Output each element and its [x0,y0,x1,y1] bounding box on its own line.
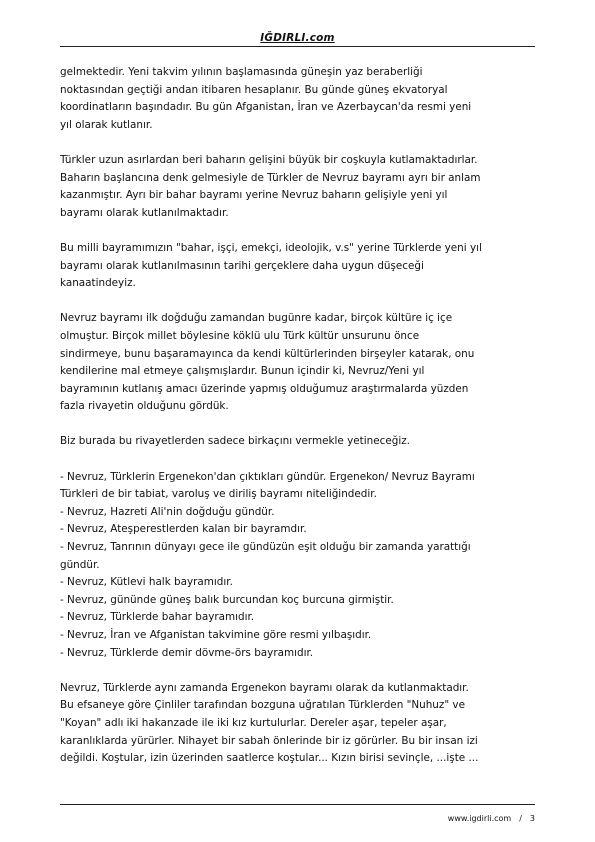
text-line: bayramı olarak kutlanılmaktadır. [60,206,229,219]
text-line: kazanmıştır. Ayrı bir bahar bayramı yerine Nevruz baharın gelişiyle yeni yıl [60,189,448,202]
text-line: karanlıklarda yürürler. Nihayet bir sabah önlerinde bir iz görürler. Bu bir insan izi [60,734,478,747]
text-line: yıl olarak kutlanır. [60,118,153,131]
text-line: fazla rivayetin olduğunu gördük. [60,400,229,413]
text-line: Nevruz bayramı ilk doğduğu zamandan bugünre kadar, birçok kültüre iç içe [60,312,453,325]
text-line: değildi. Koştular, izin üzerinden saatlerce koştular... Kızın birisi sevinçle, ...işte ... [60,752,479,765]
page-footer [60,804,535,823]
paragraph [60,152,550,222]
text-line: - Nevruz, gününde güneş balık burcundan koç burcuna girmiştir. [60,593,394,606]
text-line: - Nevruz, Ateşperestlerden kalan bir bayramdır. [60,523,307,536]
paragraph [60,310,550,416]
text-line: sindirmeye, bunu başaramayınca da kendi kültürlerinden birşeyler katarak, onu [60,347,475,360]
text-line: - Nevruz, Tanrının dünyayı gece ile gündüzün eşit olduğu bir zamanda yarattığı [60,541,471,554]
site-title[interactable]: IĞDIRLI.com [260,32,335,44]
text-line: bayramı olarak kutlanılmasının tarihi gerçeklere daha uygun düşeceği [60,259,424,272]
page-number: 3 [529,814,535,823]
text-line: noktasından geçtiği andan itibaren hesaplanır. Bu günde güneş ekvatoryal [60,83,448,96]
document-body [60,64,550,785]
text-line: kanaatindeyiz. [60,277,136,290]
footer-separator: / [519,814,522,823]
text-line: - Nevruz, Kütlevi halk bayramıdır. [60,576,233,589]
text-line: gündür. [60,558,100,571]
text-line: Bu efsaneye göre Çinliler tarafından bozguna uğratılan Türklerden "Nuhuz" ve [60,699,465,712]
text-line: kendilerine mal etmeye çalışmışlardır. Bunun içindir ki, Nevruz/Yeni yıl [60,365,425,378]
text-line: "Koyan" adlı iki hakanzade ile iki kız kurtulurlar. Dereler aşar, tepeler aşar, [60,716,447,729]
text-line: - Nevruz, Hazreti Ali'nin doğduğu gündür. [60,505,275,518]
text-line: Nevruz, Türklerde aynı zamanda Ergenekon bayramı olarak da kutlanmaktadır. [60,681,469,694]
text-line: - Nevruz, Türklerde demir dövme-örs bayramıdır. [60,646,314,659]
paragraph [60,240,550,293]
text-line: Baharın başlancına denk gelmesiyle de Türkler de Nevruz bayramı ayrı bir anlam [60,171,481,184]
paragraph [60,433,550,451]
text-line: - Nevruz, Türklerde bahar bayramıdır. [60,611,255,624]
text-line: - Nevruz, İran ve Afganistan takvimine göre resmi yılbaşıdır. [60,629,372,641]
text-line: olmuştur. Birçok millet böylesine köklü ulu Türk kültür unsurunu önce [60,329,420,342]
paragraph [60,64,550,134]
text-line: gelmektedir. Yeni takvim yılının başlamasında güneşin yaz beraberliği [60,66,423,78]
text-line: koordinatların başındadır. Bu gün Afganistan, İran ve Azerbaycan'da resmi yeni [60,101,472,114]
footer-text [448,814,535,823]
text-line: - Nevruz, Türklerin Ergenekon'dan çıktıkları gündür. Ergenekon/ Nevruz Bayramı [60,470,475,483]
page-header [60,26,535,47]
text-line: Bu milli bayramımızın "bahar, işçi, emekçi, ideolojik, v.s" yerine Türklerde yeni yıl [60,241,482,254]
text-line: Biz burada bu rivayetlerden sadece birkaçını vermekle yetineceğiz. [60,435,410,448]
paragraph [60,469,550,663]
text-line: Türkleri de bir tabiat, varoluş ve diriliş bayramı niteliğindedir. [60,488,377,501]
paragraph-list [60,64,550,768]
text-line: bayramının kutlanış amacı üzerinde yapmış olduğumuz araştırmalarda yüzden [60,382,469,395]
footer-site-link[interactable]: www.igdirli.com [447,814,512,823]
paragraph [60,680,550,768]
text-line: Türkler uzun asırlardan beri baharın gelişini büyük bir coşkuyla kutlamaktadırlar. [60,153,478,166]
